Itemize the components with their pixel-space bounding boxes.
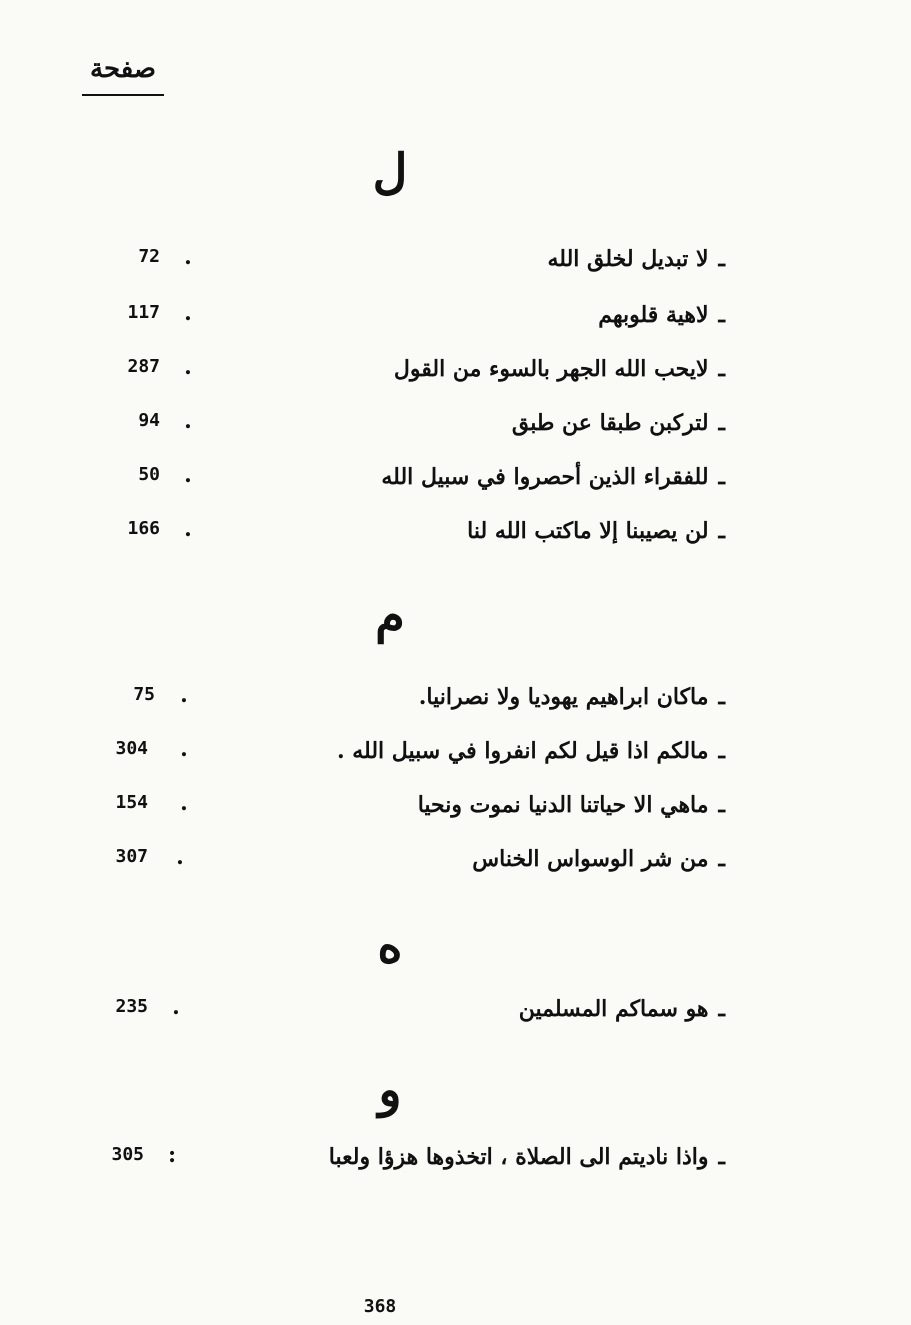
index-entry [0,1140,911,1174]
entry-page-number: 287 [127,356,160,377]
entry-dash: ـ [718,996,725,1022]
section-letter: ل [372,144,408,200]
entry-dash: ـ [718,464,725,490]
entry-dash: ـ [718,684,725,710]
entry-text: للفقراء الذين أحصروا في سبيل الله [381,464,709,490]
entry-leader: . [184,354,192,380]
index-entry [0,406,911,440]
entry-leader: . [184,244,192,270]
entry-page-number: 307 [115,846,148,867]
entry-dash: ـ [718,246,725,272]
entry-text: لاهية قلوبهم [598,302,709,328]
entry-text: ماهي الا حياتنا الدنيا نموت ونحيا [417,792,709,818]
entry-leader: . [184,408,192,434]
header-underline [82,94,164,96]
index-entry [0,298,911,332]
entry-text: واذا ناديتم الى الصلاة ، اتخذوها هزؤا ولعبا [328,1144,709,1170]
entry-text: لايحب الله الجهر بالسوء من القول [393,356,709,382]
entry-page-number: 117 [127,302,160,323]
entry-dash: ـ [718,302,725,328]
entry-leader: . [172,994,180,1020]
entry-text: لن يصيبنا إلا ماكتب الله لنا [467,518,709,544]
entry-text: لا تبديل لخلق الله [547,246,709,272]
index-entry [0,680,911,714]
index-entry [0,788,911,822]
entry-leader: . [184,300,192,326]
entry-dash: ـ [718,738,725,764]
section-letter: ه [377,918,403,974]
entry-text: مالكم اذا قيل لكم انفروا في سبيل الله . [336,738,709,764]
entry-dash: ـ [718,410,725,436]
entry-leader: . [184,462,192,488]
entry-leader: . [180,736,188,762]
entry-text: لتركبن طبقا عن طبق [511,410,709,436]
footer-page-number: 368 [363,1296,397,1317]
index-entry [0,734,911,768]
index-entry [0,460,911,494]
entry-page-number: 94 [138,410,160,431]
page-column-header: صفحة [90,54,156,84]
entry-leader: . [180,682,188,708]
section-letter: و [378,1062,402,1118]
entry-page-number: 235 [115,996,148,1017]
entry-dash: ـ [718,1144,725,1170]
index-entry [0,514,911,548]
entry-text: هو سماكم المسلمين [518,996,709,1022]
entry-leader: : [168,1142,177,1168]
entry-page-number: 305 [111,1144,144,1165]
entry-text: من شر الوسواس الخناس [472,846,709,872]
entry-leader: . [180,790,188,816]
entry-page-number: 166 [127,518,160,539]
entry-page-number: 72 [138,246,160,267]
index-entry [0,352,911,386]
entry-page-number: 154 [115,792,148,813]
entry-dash: ـ [718,792,725,818]
entry-page-number: 50 [138,464,160,485]
index-entry [0,242,911,276]
index-entry [0,842,911,876]
index-entry [0,992,911,1026]
entry-text: ماكان ابراهيم يهوديا ولا نصرانيا. [418,684,709,710]
entry-dash: ـ [718,518,725,544]
section-letter: م [375,588,405,644]
entry-dash: ـ [718,356,725,382]
entry-dash: ـ [718,846,725,872]
entry-page-number: 304 [115,738,148,759]
entry-leader: . [176,844,184,870]
entry-leader: . [184,516,192,542]
entry-page-number: 75 [133,684,155,705]
